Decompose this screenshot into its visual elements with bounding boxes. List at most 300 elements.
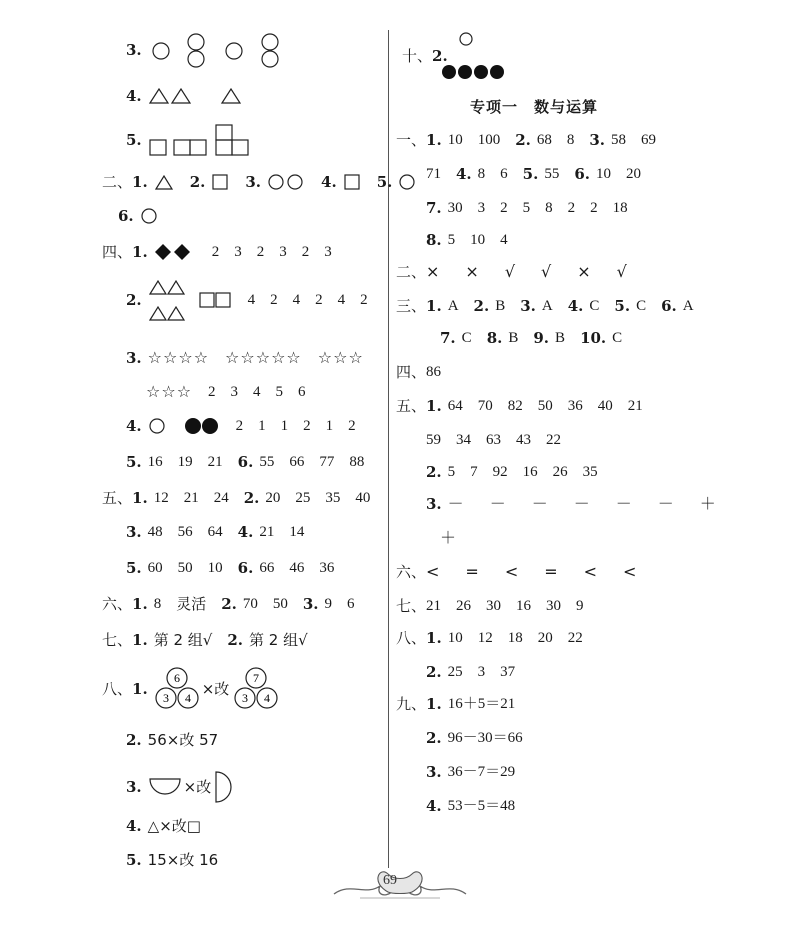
- value: 20: [626, 166, 642, 182]
- item-number: 8.: [486, 329, 503, 347]
- item-number: 2.: [515, 131, 531, 149]
- value: 71: [426, 166, 441, 182]
- value: 15×改 16: [147, 851, 219, 869]
- value: 40: [597, 398, 613, 414]
- right-section-si: [396, 362, 456, 382]
- section-label: 四、: [102, 243, 133, 261]
- left-section-si-3: [126, 348, 380, 368]
- value: 2: [500, 200, 508, 216]
- mark: ×: [577, 262, 591, 281]
- value: 2: [208, 384, 216, 400]
- left-section-qi: [102, 630, 323, 650]
- section-label: 二、: [396, 263, 427, 281]
- section-label: 三、: [396, 297, 427, 315]
- item-number: 1.: [426, 131, 442, 149]
- value: 4: [292, 292, 301, 308]
- section-label: 七、: [102, 631, 133, 649]
- circle-icon: [140, 207, 158, 225]
- value: 69: [641, 132, 657, 148]
- value: 22: [546, 432, 561, 448]
- page-ornament-icon: [330, 868, 470, 902]
- right-section-qi: [396, 596, 599, 616]
- left-section-ba-5: [126, 850, 233, 870]
- circle-icon: [148, 417, 166, 435]
- left-section-si-5: [126, 452, 379, 472]
- value: 66: [289, 454, 305, 470]
- value: 10: [596, 166, 612, 182]
- item-number: 4.: [426, 797, 442, 815]
- comparison: =: [465, 562, 479, 581]
- dots-figure-icon: [440, 30, 510, 82]
- value: 16: [516, 598, 532, 614]
- value: 86: [426, 364, 442, 380]
- left-section-si-2: [126, 276, 383, 324]
- item-number: 3.: [426, 763, 442, 781]
- right-section-jiu-4: [426, 796, 530, 816]
- item-number: 1.: [426, 629, 442, 647]
- comparison: <: [623, 562, 637, 581]
- value: A: [447, 298, 459, 314]
- value: 20: [265, 490, 281, 506]
- value: 第 2 组√: [153, 631, 213, 649]
- value: 10: [470, 232, 486, 248]
- value: 35: [582, 464, 598, 480]
- item-number: 3.: [589, 131, 606, 149]
- item-number: 6.: [237, 453, 254, 471]
- value: 63: [486, 432, 501, 448]
- value: 2: [567, 200, 576, 216]
- item-number: 6.: [574, 165, 591, 183]
- left-section-si-1: [102, 242, 347, 262]
- column-divider: [388, 30, 389, 868]
- left-section-wu-5: [126, 558, 349, 578]
- value: 16: [147, 454, 163, 470]
- left-section-wu-1: [102, 488, 385, 508]
- left-section-liu: [102, 594, 370, 614]
- double-square-icon: [198, 291, 232, 309]
- value: 21: [207, 454, 223, 470]
- value: 1: [280, 418, 289, 434]
- value: 第 2 组√: [249, 631, 308, 649]
- value: C: [636, 298, 647, 314]
- item-number: 6.: [237, 559, 254, 577]
- right-section-yi-8: [426, 230, 523, 250]
- value: 92: [492, 464, 508, 480]
- triangle-icon: [154, 173, 174, 191]
- value: 40: [355, 490, 371, 506]
- item-number: 2.: [426, 463, 442, 481]
- right-section-yi-7: [426, 198, 643, 218]
- right-section-er: [396, 262, 653, 282]
- half-circle-bowl-icon: [148, 776, 182, 798]
- tree-left-number: 3: [162, 691, 169, 705]
- square-icon: [343, 173, 361, 191]
- right-section-jiu-2: [426, 728, 538, 748]
- value: 1: [258, 418, 266, 434]
- value: 3: [477, 664, 486, 680]
- operator: －: [615, 494, 632, 513]
- circles-group-icon: [148, 32, 288, 68]
- value: A: [541, 298, 553, 314]
- value: 55: [544, 166, 560, 182]
- item-number: 1.: [132, 595, 148, 613]
- operator: －: [573, 494, 590, 513]
- item-number: 4.: [237, 523, 254, 541]
- tree-right-number: 4: [184, 691, 191, 705]
- circle-icon: [398, 173, 416, 191]
- mark: √: [541, 262, 552, 281]
- left-section-wu-3: [126, 522, 319, 542]
- value: 34: [456, 432, 471, 448]
- value: 10: [447, 132, 463, 148]
- mark: √: [504, 262, 516, 281]
- section-label: 一、: [396, 131, 427, 149]
- value: 100: [477, 132, 501, 148]
- value: 26: [456, 598, 472, 614]
- item-number: 5.: [126, 453, 142, 471]
- correction-text: ×改: [201, 680, 230, 698]
- item-number: 2.: [426, 663, 442, 681]
- value: 14: [289, 524, 305, 540]
- value: 9: [576, 598, 584, 614]
- value: 5: [275, 384, 284, 400]
- tree-top-number: 7: [253, 671, 260, 685]
- section-label: 六、: [102, 595, 133, 613]
- left-item-4: [126, 86, 266, 106]
- value: 2: [315, 292, 323, 308]
- section-title-part2: 数与运算: [534, 98, 599, 116]
- section-label: 八、: [396, 629, 427, 647]
- item-number: 2.: [221, 595, 237, 613]
- value: 56: [177, 524, 193, 540]
- value: 6: [500, 166, 508, 182]
- section-title-part1: 专项一: [470, 98, 519, 116]
- value: 2: [270, 292, 278, 308]
- item-number: 4.: [567, 297, 584, 315]
- value: 5: [447, 232, 456, 248]
- star-group: ☆☆☆☆: [147, 348, 210, 367]
- double-circle-icon: [267, 173, 305, 191]
- value: 8: [566, 132, 575, 148]
- section-label: 六、: [396, 563, 427, 581]
- right-section-liu: [396, 562, 662, 582]
- right-section-jiu-1: [396, 694, 530, 714]
- value: 68: [536, 132, 552, 148]
- squares-icon: [148, 122, 278, 158]
- value: 88: [349, 454, 365, 470]
- value: 70: [477, 398, 493, 414]
- equation: 53－5＝48: [447, 798, 516, 814]
- item-number: 3.: [126, 523, 142, 541]
- right-section-wu-1: [396, 396, 658, 416]
- item-number: 3.: [520, 297, 536, 315]
- equation: 96－30＝66: [447, 730, 523, 746]
- value: 50: [272, 596, 288, 612]
- item-number: 3.: [126, 349, 142, 367]
- value: 2: [211, 244, 220, 260]
- right-section-ba-1: [396, 628, 598, 648]
- value: 3: [234, 244, 242, 260]
- value: △×改□: [147, 817, 201, 835]
- item-number: 1.: [426, 397, 442, 415]
- half-circle-right-icon: [213, 770, 233, 804]
- value: 82: [507, 398, 523, 414]
- item-number: 5.: [126, 559, 142, 577]
- value: 2: [256, 244, 265, 260]
- equation: 36－7＝29: [447, 764, 516, 780]
- item-number: 5.: [126, 851, 142, 869]
- item-number: 1.: [426, 695, 442, 713]
- value: 25: [295, 490, 311, 506]
- item-number: 3.: [302, 595, 319, 613]
- number-circle-tree-icon: [233, 666, 279, 712]
- value: 25: [447, 664, 463, 680]
- right-section-wu-2: [426, 462, 613, 482]
- section-label: 四、: [396, 363, 427, 381]
- right-section-wu-3: [426, 494, 742, 514]
- value: C: [461, 330, 472, 346]
- value: 77: [319, 454, 335, 470]
- section-label: 十、: [402, 47, 433, 65]
- value: 3: [230, 384, 239, 400]
- value: 2: [590, 200, 598, 216]
- value: 48: [147, 524, 163, 540]
- operator: ＋: [699, 494, 716, 513]
- value: 59: [426, 432, 441, 448]
- item-number: 4.: [126, 417, 142, 435]
- left-section-er-6: [118, 206, 166, 226]
- operator: －: [489, 494, 506, 513]
- left-section-ba-4: [126, 816, 216, 836]
- value: 64: [207, 524, 223, 540]
- left-item-3: [126, 32, 296, 68]
- section-label: 八、: [102, 680, 133, 698]
- value: C: [612, 330, 623, 346]
- item-number: 1.: [132, 243, 148, 261]
- item-number: 3.: [126, 41, 142, 59]
- section-label: 五、: [396, 397, 427, 415]
- value: 8: [477, 166, 486, 182]
- item-number: 4.: [126, 817, 142, 835]
- item-number: 7.: [440, 329, 456, 347]
- value: 43: [516, 432, 531, 448]
- value: 4: [500, 232, 508, 248]
- item-number: 1.: [426, 297, 442, 315]
- star-group: ☆☆☆: [317, 348, 364, 367]
- left-section-si-4: [126, 416, 371, 436]
- right-section-jiu-3: [426, 762, 530, 782]
- item-number: 6.: [118, 207, 134, 225]
- value: 26: [552, 464, 568, 480]
- value: 21: [627, 398, 643, 414]
- tree-left-number: 3: [242, 691, 249, 705]
- value: 2: [348, 418, 356, 434]
- value: 22: [567, 630, 583, 646]
- value: 12: [477, 630, 493, 646]
- item-number: 7.: [426, 199, 442, 217]
- item-number: 1.: [132, 680, 148, 698]
- item-number: 4.: [126, 87, 142, 105]
- stacked-triangles-icon: [148, 276, 188, 324]
- operator: －: [447, 494, 464, 513]
- section-label: 七、: [396, 597, 427, 615]
- filled-circles-icon: [184, 417, 220, 435]
- item-number: 2.: [126, 731, 142, 749]
- item-number: 1.: [132, 631, 148, 649]
- value: 30: [447, 200, 463, 216]
- value: 18: [612, 200, 628, 216]
- right-section-yi-1: [396, 130, 671, 150]
- item-number: 9.: [533, 329, 550, 347]
- value: 21: [426, 598, 442, 614]
- value: 4: [247, 292, 256, 308]
- value: 5: [522, 200, 531, 216]
- mark: √: [616, 262, 627, 281]
- value: 4: [337, 292, 346, 308]
- value: 6: [347, 596, 355, 612]
- value: 10: [207, 560, 223, 576]
- value: 8: [545, 200, 553, 216]
- value: 2: [303, 418, 311, 434]
- right-section-ba-2: [426, 662, 530, 682]
- tree-right-number: 4: [264, 691, 271, 705]
- value: 9: [324, 596, 333, 612]
- diamonds-icon: [154, 243, 194, 261]
- item-number: 2.: [243, 489, 260, 507]
- value: 24: [213, 490, 229, 506]
- item-number: 1.: [132, 173, 148, 191]
- square-icon: [211, 173, 229, 191]
- left-section-ba-3: [126, 770, 241, 804]
- value: 46: [289, 560, 305, 576]
- value: 19: [177, 454, 193, 470]
- value: 58: [611, 132, 627, 148]
- section-label: 二、: [102, 173, 133, 191]
- value: 18: [507, 630, 523, 646]
- left-section-ba-1: [102, 666, 287, 712]
- value: 70: [242, 596, 258, 612]
- value: A: [682, 298, 694, 314]
- item-number: 5.: [126, 131, 142, 149]
- section-title: [470, 96, 598, 117]
- left-section-si-3b: [146, 382, 321, 402]
- value: 21: [183, 490, 199, 506]
- item-number: 3.: [126, 778, 142, 796]
- comparison: =: [544, 562, 558, 581]
- value: 灵活: [176, 595, 207, 613]
- page-number: 69: [383, 873, 397, 888]
- operator: －: [531, 494, 548, 513]
- value: 50: [177, 560, 193, 576]
- star-group: ☆☆☆: [146, 382, 193, 401]
- section-label: 五、: [102, 489, 133, 507]
- item-number: 5.: [376, 173, 393, 191]
- value: 66: [259, 560, 275, 576]
- value: 35: [325, 490, 341, 506]
- value: 36: [567, 398, 583, 414]
- item-number: 10.: [580, 329, 607, 347]
- item-number: 5.: [522, 165, 539, 183]
- value: 7: [470, 464, 478, 480]
- value: 12: [153, 490, 169, 506]
- value: 2: [301, 244, 310, 260]
- operator: ＋: [440, 528, 457, 547]
- value: 30: [546, 598, 562, 614]
- value: B: [508, 330, 519, 346]
- value: 10: [447, 630, 463, 646]
- number-circle-tree-icon: [154, 666, 200, 712]
- value: B: [495, 298, 506, 314]
- left-section-er: [102, 172, 424, 192]
- right-section-yi-4: [426, 164, 656, 184]
- item-number: 2.: [227, 631, 243, 649]
- value: 3: [324, 244, 332, 260]
- mark: ×: [465, 262, 479, 281]
- value: 2: [360, 292, 368, 308]
- value: 56×改 57: [147, 731, 219, 749]
- value: 4: [253, 384, 261, 400]
- value: C: [589, 298, 600, 314]
- item-number: 5.: [614, 297, 631, 315]
- item-number: 2.: [473, 297, 490, 315]
- left-section-ba-2: [126, 730, 233, 750]
- value: 37: [500, 664, 516, 680]
- item-number: 1.: [132, 489, 148, 507]
- operator: －: [657, 494, 674, 513]
- value: 1: [325, 418, 334, 434]
- tree-top-number: 6: [173, 671, 180, 685]
- value: B: [555, 330, 566, 346]
- value: 60: [147, 560, 163, 576]
- item-number: 2.: [426, 729, 442, 747]
- left-item-5: [126, 122, 286, 158]
- value: 5: [447, 464, 456, 480]
- value: 20: [537, 630, 553, 646]
- value: 30: [486, 598, 502, 614]
- right-section-san-b: [440, 328, 637, 348]
- right-section-san: [396, 296, 709, 316]
- value: 3: [279, 244, 287, 260]
- equation: 16＋5＝21: [447, 696, 516, 712]
- mark: ×: [426, 262, 440, 281]
- star-group: ☆☆☆☆☆: [225, 348, 302, 367]
- comparison: <: [426, 562, 440, 581]
- value: 50: [537, 398, 553, 414]
- value: 36: [319, 560, 335, 576]
- right-section-wu-3b: [440, 528, 482, 548]
- value: 64: [447, 398, 463, 414]
- item-number: 8.: [426, 231, 442, 249]
- correction-text: ×改: [183, 778, 212, 796]
- comparison: <: [504, 562, 519, 581]
- item-number: 3.: [245, 173, 262, 191]
- value: 2: [235, 418, 244, 434]
- section-label: 九、: [396, 695, 427, 713]
- item-number: 4.: [321, 173, 337, 191]
- item-number: 2.: [126, 291, 142, 309]
- value: 55: [259, 454, 275, 470]
- comparison: <: [583, 562, 598, 581]
- item-number: 2.: [432, 47, 448, 65]
- value: 21: [259, 524, 275, 540]
- item-number: 4.: [456, 165, 472, 183]
- triangles-icon: [148, 86, 258, 106]
- value: 3: [477, 200, 486, 216]
- item-number: 6.: [661, 297, 677, 315]
- item-number: 3.: [426, 495, 442, 513]
- value: 8: [153, 596, 162, 612]
- right-section-wu-1b: [426, 430, 576, 450]
